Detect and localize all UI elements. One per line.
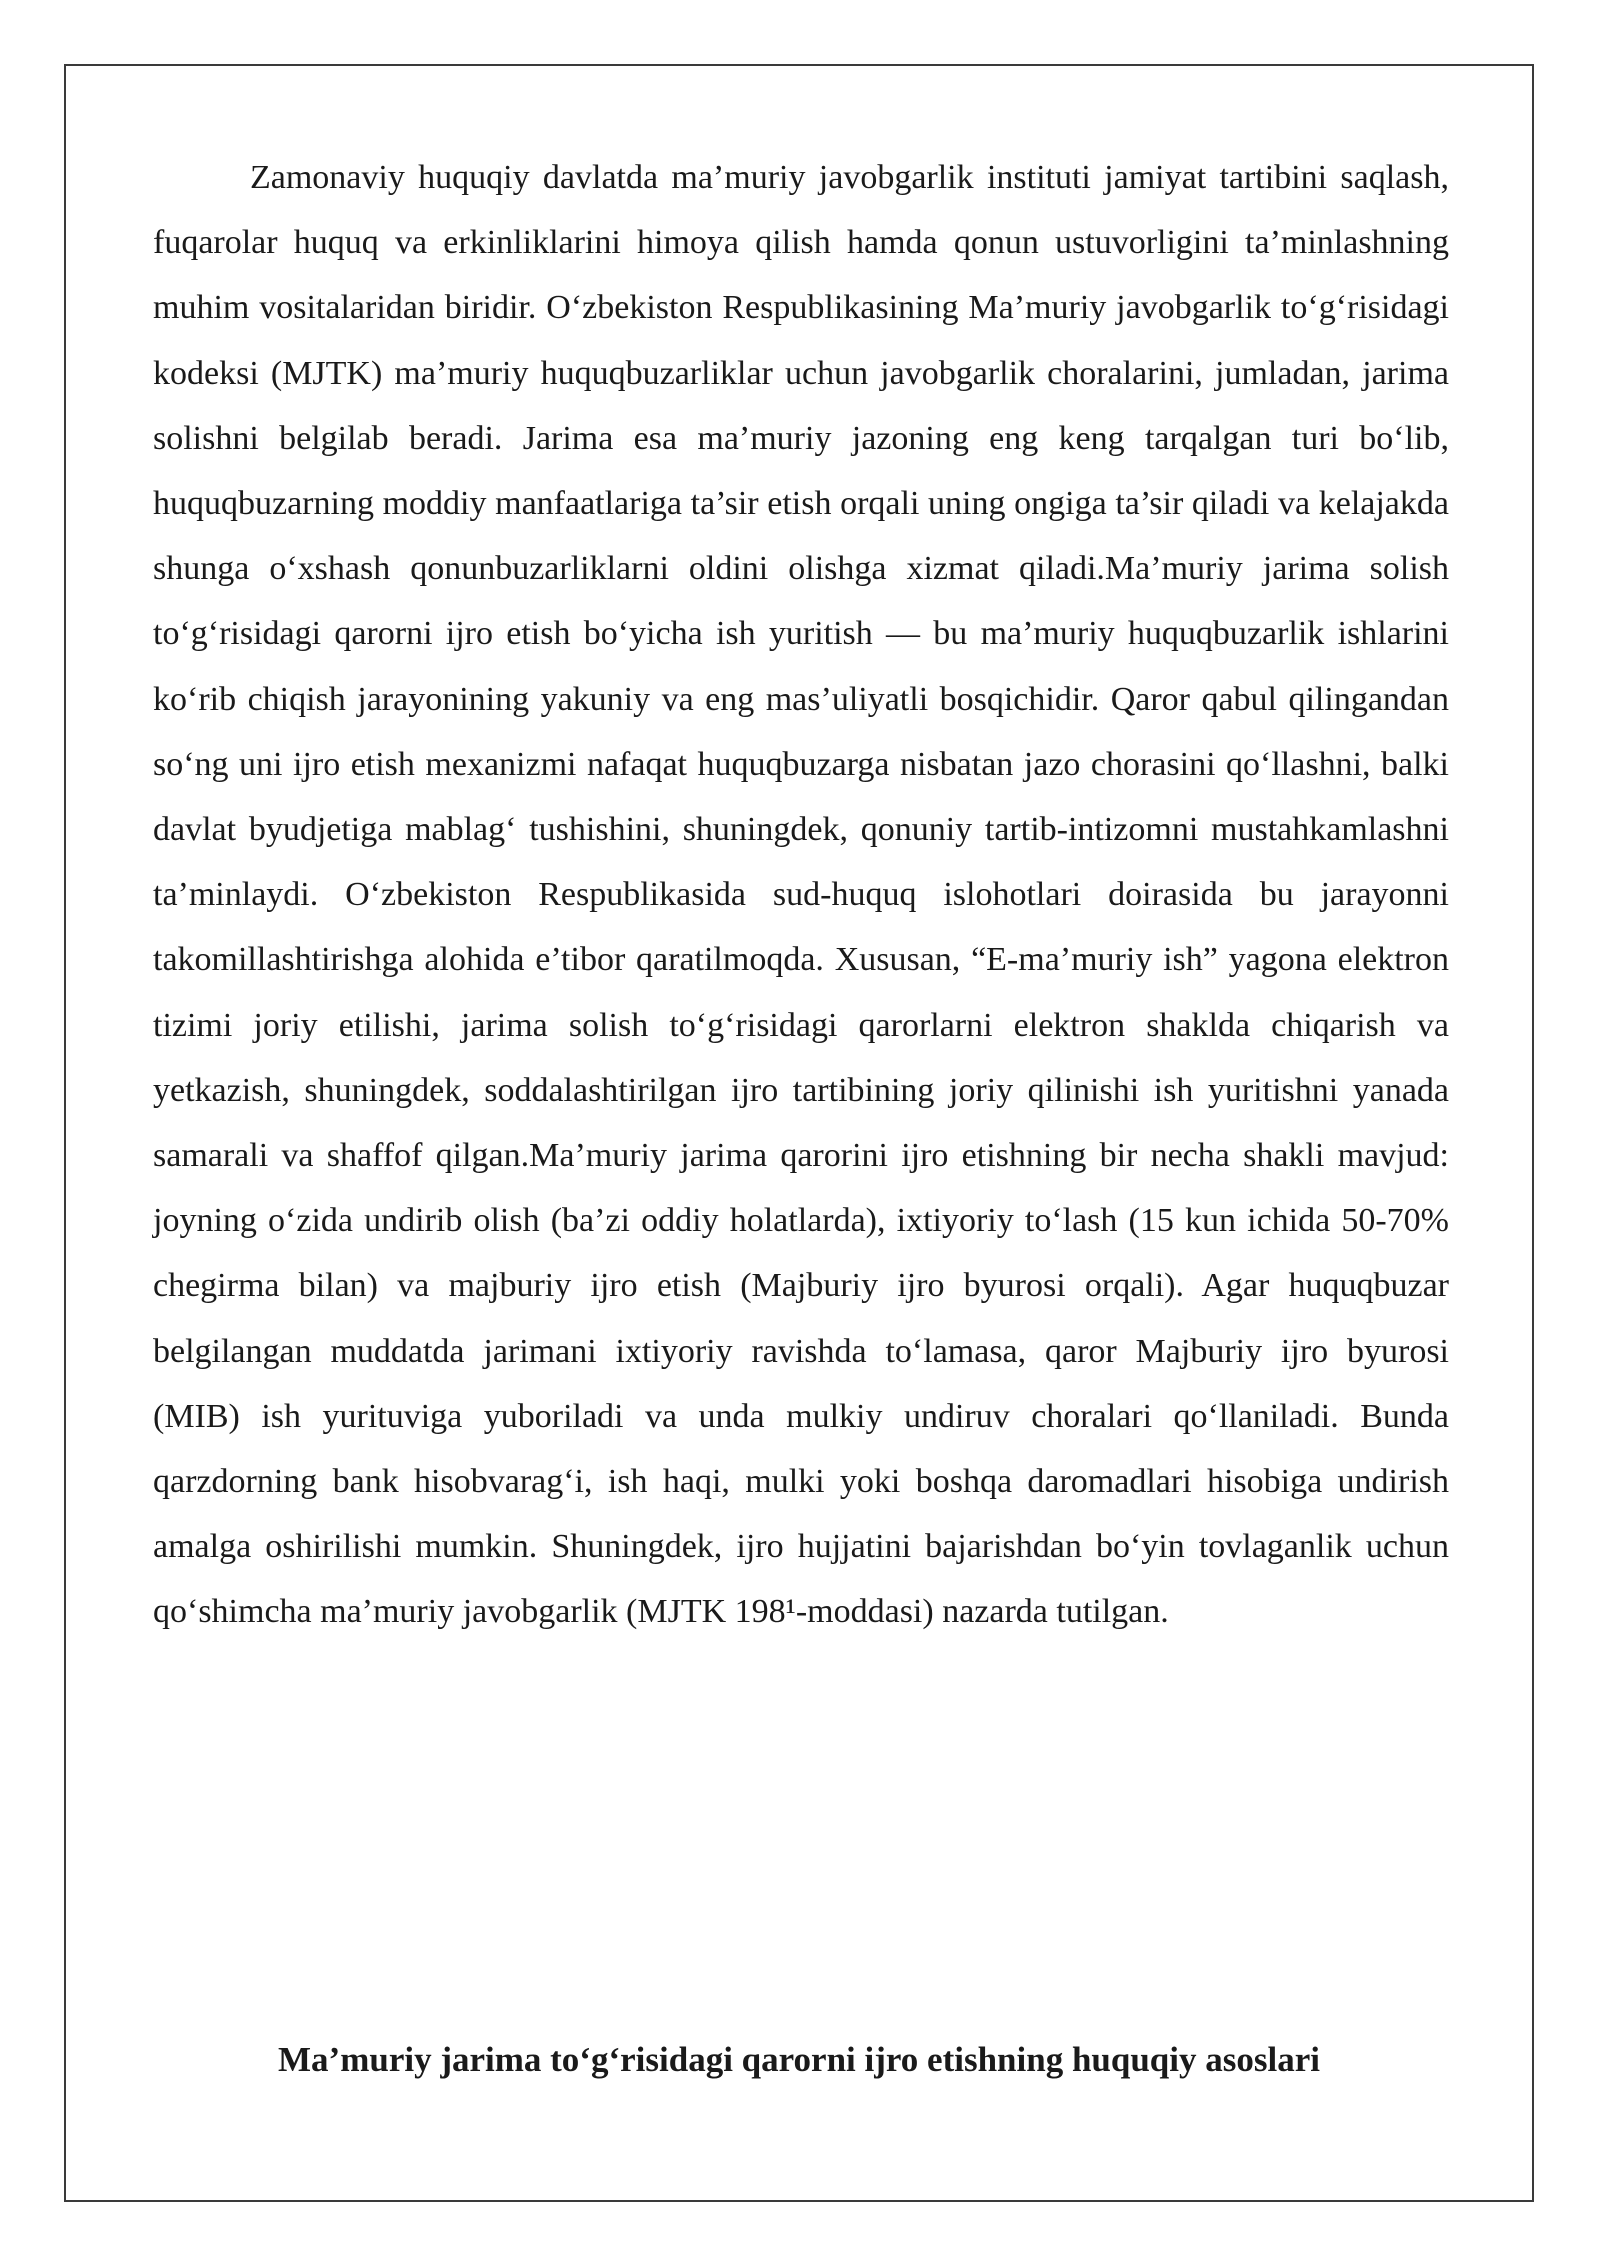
body-paragraph: Zamonaviy huquqiy davlatda ma’muriy javobgarlik instituti jamiyat tartibini saqlash, fuqarolar huquq va erkinliklarini himoya qilish hamda qonun ustuvorligini ta’minlashning muhim vositalaridan biridir. O‘zbekiston Respublikasining Ma’muriy javobgarlik to‘g‘risidagi kodeksi (MJTK) ma’muriy huquqbuzarliklar uchun javobgarlik choralarini, jumladan, jarima solishni belgilab beradi. Jarima esa ma’muriy jazoning eng keng tarqalgan turi bo‘lib, huquqbuzarning moddiy manfaatlariga ta’sir etish orqali uning ongiga ta’sir qiladi va kelajakda shunga o‘xshash qonunbuzarliklarni oldini olishga xizmat qiladi.Ma’muriy jarima solish to‘g‘risidagi qarorni ijro etish bo‘yicha ish yuritish — bu ma’muriy huquqbuzarlik ishlarini ko‘rib chiqish jarayonining yakuniy va eng mas’uliyatli bosqichidir. Qaror qabul qilingandan so‘ng uni ijro etish mexanizmi nafaqat huquqbuzarga nisbatan jazo chorasini qo‘llashni, balki davlat byudjetiga mablag‘ tushishini, shuningdek, qonuniy tartib-intizomni mustahkamlashni ta’minlaydi. O‘zbekiston Respublikasida sud-huquq islohotlari doirasida bu jarayonni takomillashtirishga alohida e’tibor qaratilmoqda. Xususan, “E-ma’muriy ish” yagona elektron tizimi joriy etilishi, jarima solish to‘g‘risidagi qarorlarni elektron shaklda chiqarish va yetkazish, shuningdek, soddalashtirilgan ijro tartibining joriy qilinishi ish yuritishni yanada samarali va shaffof qilgan.Ma’muriy jarima qarorini ijro etishning bir necha shakli mavjud: joyning o‘zida undirib olish (ba’zi oddiy holatlarda), ixtiyoriy to‘lash (15 kun ichida 50-70% chegirma bilan) va majburiy ijro etish (Majburiy ijro byurosi orqali). Agar huquqbuzar belgilangan muddatda jarimani ixtiyoriy ravishda to‘lamasa, qaror Majburiy ijro byurosi (MIB) ish yurituviga yuboriladi va unda mulkiy undiruv choralari qo‘llaniladi. Bunda qarzdorning bank hisobvarag‘i, ish haqi, mulki yoki boshqa daromadlari hisobiga undirish amalga oshirilishi mumkin. Shuningdek, ijro hujjatini bajarishdan bo‘yin tovlaganlik uchun qo‘shimcha ma’muriy javobgarlik (MJTK 198¹-moddasi) nazarda tutilgan.: [153, 159, 1449, 1631]
section-heading: Ma’muriy jarima to‘g‘risidagi qarorni ijro etishning huquqiy asoslari: [278, 2040, 1320, 2079]
